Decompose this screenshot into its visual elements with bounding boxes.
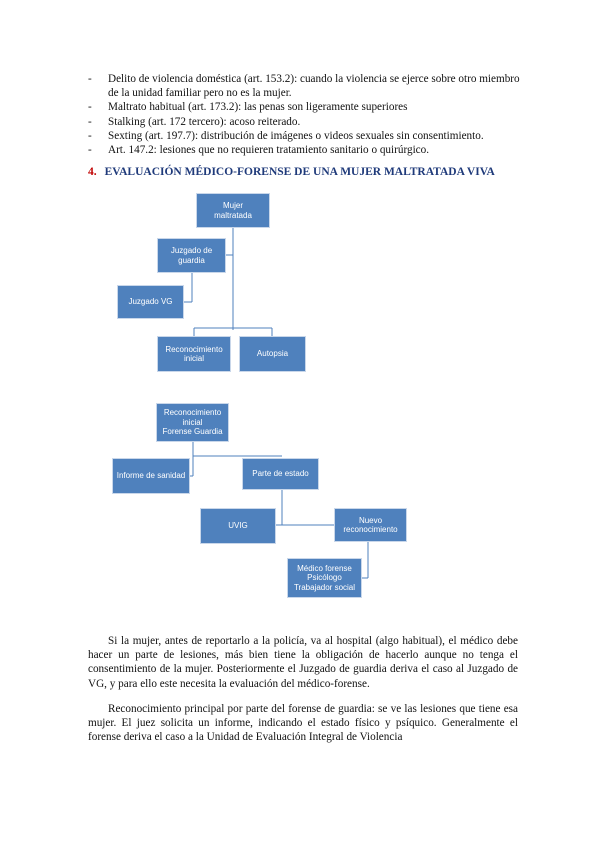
bullet-item: - Sexting (art. 197.7): distribución de imágenes o videos sexuales sin consentimiento.	[88, 129, 484, 142]
bullet-item: - Maltrato habitual (art. 173.2): las penas son ligeramente superiores	[88, 101, 408, 114]
node-nuevo-reconocimiento: Nuevo reconocimiento	[334, 508, 407, 542]
bullet-text: Delito de violencia doméstica (art. 153.2): cuando la violencia se ejerce sobre otro miembro de la unidad familiar pero no es la mujer.	[108, 73, 520, 100]
node-mujer-maltratada: Mujer maltratada	[196, 193, 270, 228]
section-number: 4.	[88, 166, 97, 178]
bullet-text: Stalking (art. 172 tercero): acoso reiterado.	[108, 115, 301, 128]
node-autopsia: Autopsia	[239, 336, 306, 372]
bullet-item: - Stalking (art. 172 tercero): acoso reiterado.	[88, 115, 301, 128]
node-juzgado-guardia: Juzgado de guardia	[157, 238, 226, 273]
node-equipo-evaluacion: Médico forense Psicólogo Trabajador social	[287, 558, 362, 598]
node-juzgado-vg: Juzgado VG	[117, 285, 184, 319]
bullet-text: Art. 147.2: lesiones que no requieren tratamiento sanitario o quirúrgico.	[108, 144, 430, 157]
node-informe-sanidad: Informe de sanidad	[112, 458, 190, 494]
section-title: EVALUACIÓN MÉDICO-FORENSE DE UNA MUJER MALTRATADA VIVA	[104, 166, 495, 178]
bullet-text: Sexting (art. 197.7): distribución de imágenes o videos sexuales sin consentimiento.	[108, 129, 484, 142]
node-reconocimiento-forense-guardia: Reconocimiento inicial Forense Guardia	[156, 403, 229, 442]
node-reconocimiento-inicial: Reconocimiento inicial	[157, 336, 231, 372]
body-paragraph: Si la mujer, antes de reportarlo a la policía, va al hospital (algo habitual), el médico debe hacer un parte de lesiones, más bien tiene la obligación de hacerlo aunque no tenga el consentimiento de la mujer. Posteriormente el Juzgado de guardia deriva el caso al Juzgado de VG, y para ello este necesita la evaluación del médico-forense.	[88, 635, 518, 690]
bullet-item: - Delito de violencia doméstica (art. 153.2): cuando la violencia se ejerce sobre otro miembro de la unidad familiar pero no es la mujer.	[88, 73, 520, 100]
body-paragraph: Reconocimiento principal por parte del forense de guardia: se ve las lesiones que tiene esa mujer. El juez solicita un informe, indicando el estado físico y psíquico. Generalmente el forense deriva el caso a la Unidad de Evaluación Integral de Violencia	[88, 703, 518, 744]
node-parte-estado: Parte de estado	[242, 458, 319, 490]
bullet-item: - Art. 147.2: lesiones que no requieren tratamiento sanitario o quirúrgico.	[88, 144, 430, 157]
node-uvig: UVIG	[200, 508, 276, 544]
bullet-text: Maltrato habitual (art. 173.2): las penas son ligeramente superiores	[108, 101, 408, 114]
